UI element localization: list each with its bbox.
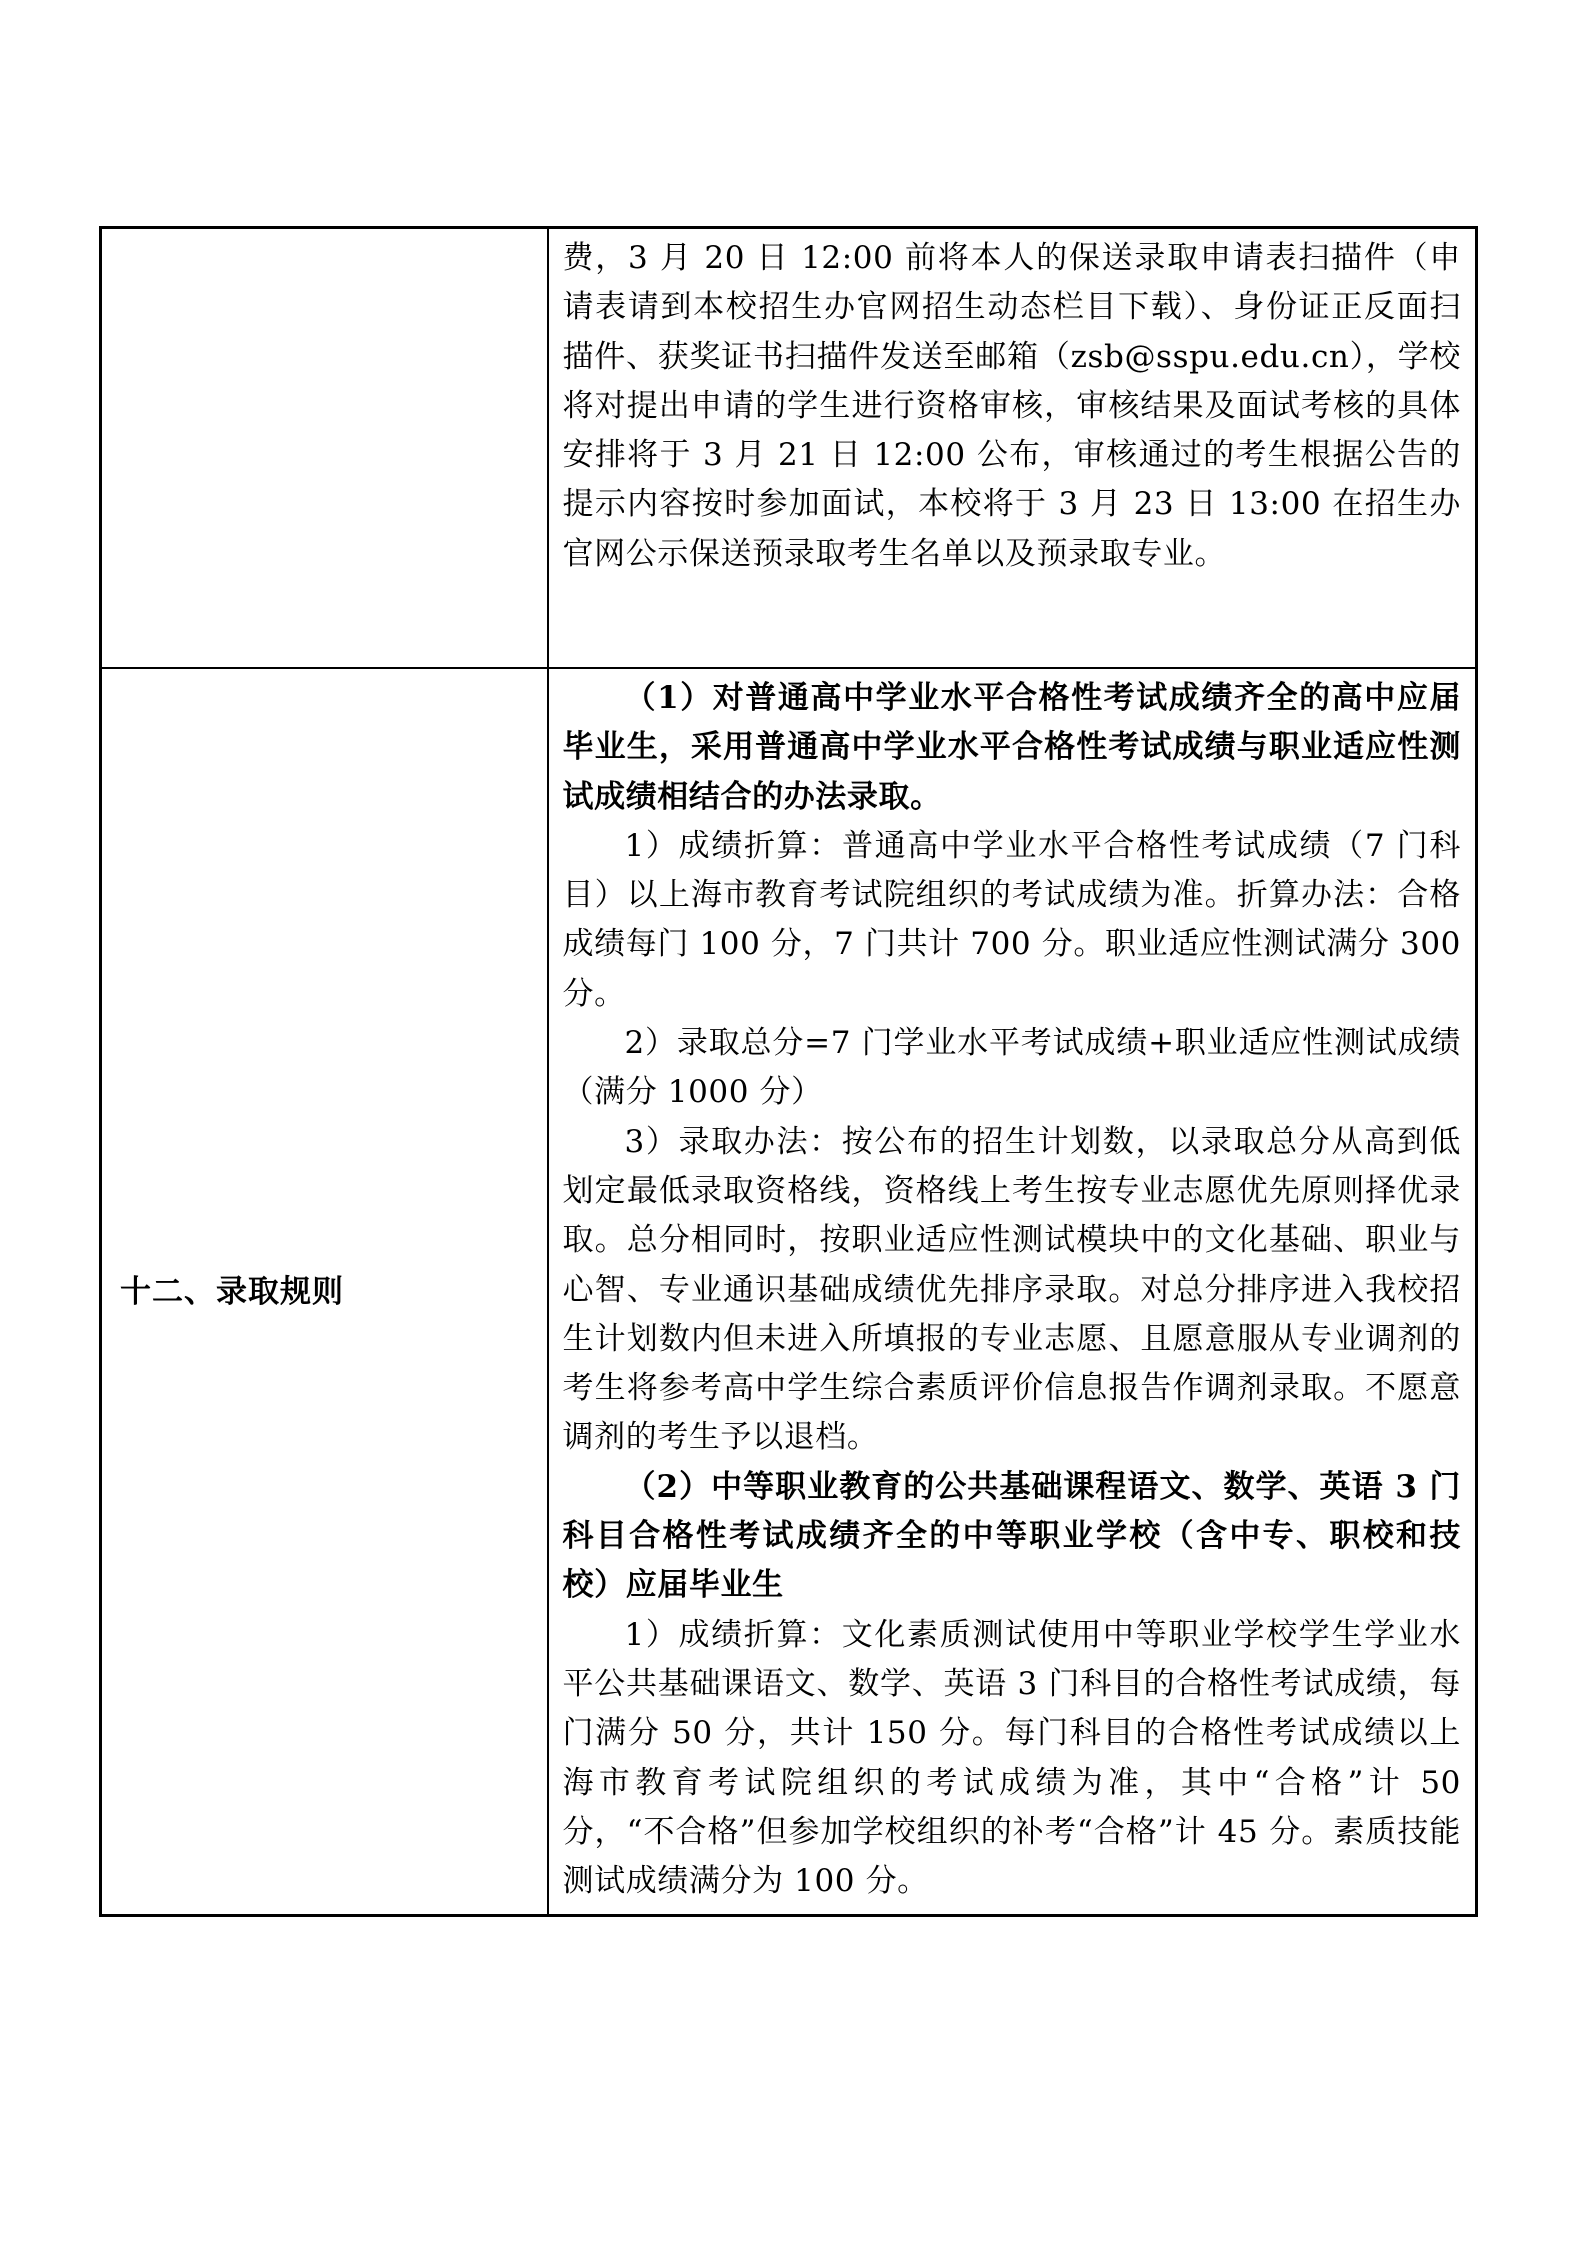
paragraph: 费，3 月 20 日 12:00 前将本人的保送录取申请表扫描件（申请表请到本校招生办官网招生动态栏目下载）、身份证正反面扫描件、获奖证书扫描件发送至邮箱（zsb@sspu.edu.cn），学校将对提出申请的学生进行资格审核，审核结果及面试考核的具体安排将于 3 月 21 日 12:00 公布，审核通过的考生根据公告的提示内容按时参加面试，本校将于 3 月 23 日 13:00 在招生办官网公示保送预录取考生名单以及预录取专业。 (562, 240, 1461, 572)
row-content-cell (548, 668, 1477, 1916)
paragraph-heading: （1）对普通高中学业水平合格性考试成绩齐全的高中应届毕业生，采用普通高中学业水平合格性考试成绩与职业适应性测试成绩相结合的办法录取。 (562, 680, 1461, 815)
row-label-cell (101, 228, 548, 669)
paragraph: 3）录取办法：按公布的招生计划数，以录取总分从高到低划定最低录取资格线，资格线上考生按专业志愿优先原则择优录取。总分相同时，按职业适应性测试模块中的文化基础、职业与心智、专业通识基础成绩优先排序录取。对总分排序进入我校招生计划数内但未进入所填报的专业志愿、且愿意服从专业调剂的考生将参考高中学生综合素质评价信息报告作调剂录取。不愿意调剂的考生予以退档。 (562, 1123, 1461, 1456)
row-content-cell (548, 228, 1477, 669)
paragraph: 1）成绩折算：普通高中学业水平合格性考试成绩（7 门科目）以上海市教育考试院组织的考试成绩为准。折算办法：合格成绩每门 100 分，7 门共计 700 分。职业适应性测试满分 300 分。 (562, 827, 1461, 1012)
table-row (101, 668, 1477, 1916)
paragraph: 1）成绩折算：文化素质测试使用中等职业学校学生学业水平公共基础课语文、数学、英语 3 门科目的合格性考试成绩，每门满分 50 分，共计 150 分。每门科目的合格性考试成绩以上海市教育考试院组织的考试成绩为准，其中“合格”计 50 分，“不合格”但参加学校组织的补考“合格”计 45 分。素质技能测试成绩满分为 100 分。 (562, 1616, 1461, 1900)
table-row (101, 228, 1477, 669)
paragraph-heading: （2）中等职业教育的公共基础课程语文、数学、英语 3 门科目合格性考试成绩齐全的中等职业学校（含中专、职校和技校）应届毕业生 (562, 1468, 1461, 1604)
paragraph: 2）录取总分=7 门学业水平考试成绩+职业适应性测试成绩（满分 1000 分） (562, 1025, 1461, 1111)
row-label: 十二、录取规则 (120, 1273, 344, 1310)
row-label-cell (101, 668, 548, 1916)
document-table (99, 226, 1478, 1917)
